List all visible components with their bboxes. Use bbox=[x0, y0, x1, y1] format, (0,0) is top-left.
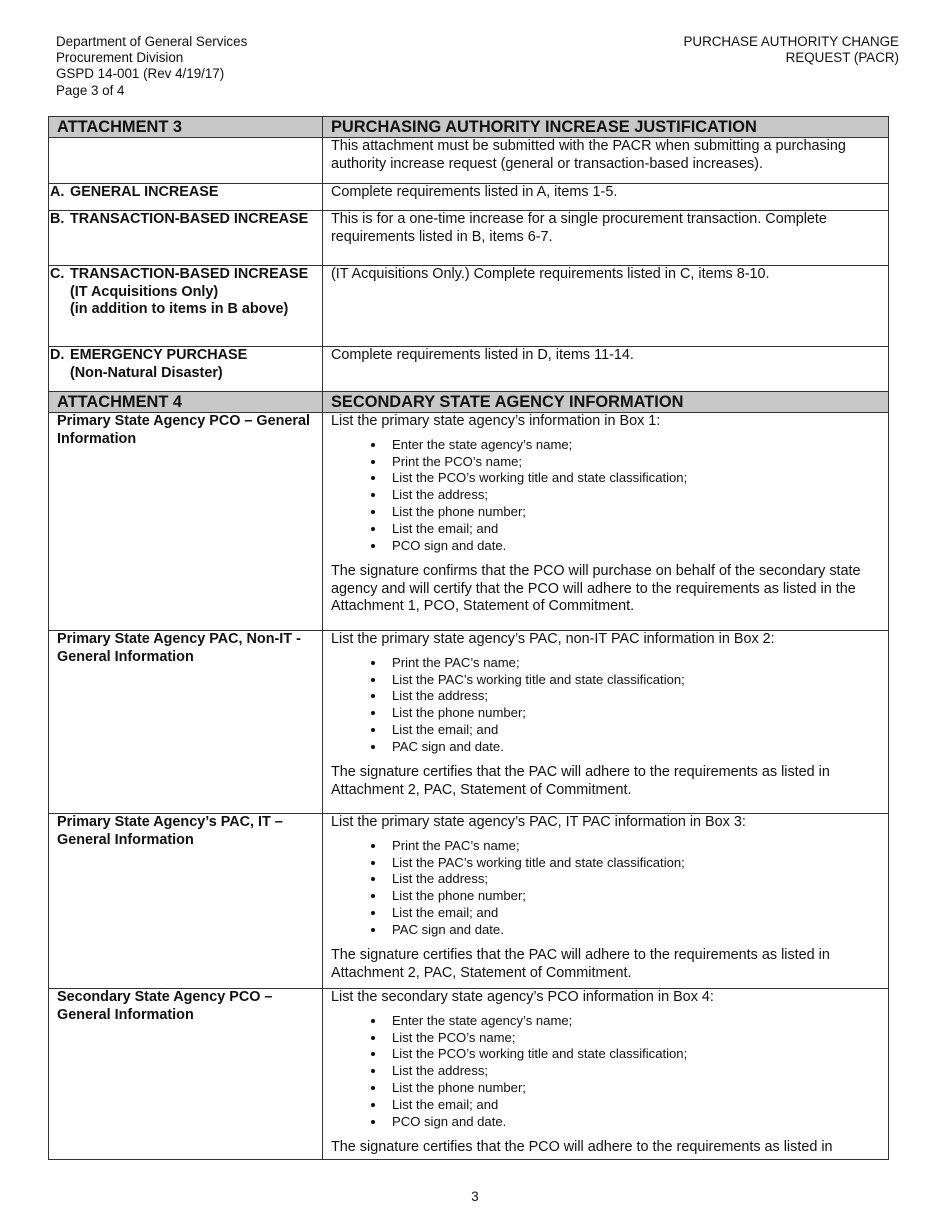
list-item: • List the phone number; bbox=[386, 504, 880, 521]
list-item: • List the PCO’s name; bbox=[386, 1030, 880, 1047]
primary-pco-intro: List the primary state agency’s information in Box 1: bbox=[331, 413, 661, 429]
row-letter: A. bbox=[50, 184, 65, 200]
list-item: • Print the PCO’s name; bbox=[386, 454, 880, 471]
emergency-purchase-desc: Complete requirements listed in D, items 11-14. bbox=[323, 347, 889, 392]
header-form-number: GSPD 14-001 (Rev 4/19/17) bbox=[56, 66, 225, 82]
list-item: • List the address; bbox=[386, 1063, 880, 1080]
attachment-4-title: SECONDARY STATE AGENCY INFORMATION bbox=[323, 392, 889, 413]
emergency-purchase-label: EMERGENCY PURCHASE bbox=[70, 347, 248, 363]
row-transaction-based-increase bbox=[49, 211, 889, 266]
primary-pco-label: Primary State Agency PCO – General Information bbox=[49, 413, 323, 631]
general-increase-desc: Complete requirements listed in A, items 1-5. bbox=[323, 184, 889, 211]
list-item: • PCO sign and date. bbox=[386, 1114, 880, 1131]
list-item: • PAC sign and date. bbox=[386, 922, 880, 939]
list-item: • List the email; and bbox=[386, 1097, 880, 1114]
primary-pac-non-it-intro: List the primary state agency’s PAC, non-IT PAC information in Box 2: bbox=[331, 631, 775, 647]
header-department: Department of General Services bbox=[56, 34, 248, 49]
attachments-table bbox=[48, 116, 889, 1160]
list-item: • List the phone number; bbox=[386, 1080, 880, 1097]
emergency-purchase-sub1: (Non-Natural Disaster) bbox=[70, 364, 223, 381]
section-primary-pac-non-it bbox=[49, 631, 889, 814]
primary-pac-it-bullet-list bbox=[331, 838, 880, 939]
section-primary-pco bbox=[49, 413, 889, 631]
row-emergency-purchase bbox=[49, 347, 889, 392]
secondary-pco-intro: List the secondary state agency’s PCO information in Box 4: bbox=[331, 989, 714, 1005]
list-item: • List the email; and bbox=[386, 521, 880, 538]
list-item: • PCO sign and date. bbox=[386, 538, 880, 555]
list-item: • Enter the state agency’s name; bbox=[386, 437, 880, 454]
primary-pac-it-label: Primary State Agency’s PAC, IT – General Information bbox=[49, 814, 323, 989]
transaction-based-it-sub1: (IT Acquisitions Only) bbox=[70, 283, 219, 300]
attachment-3-title: PURCHASING AUTHORITY INCREASE JUSTIFICATION bbox=[323, 117, 889, 138]
primary-pco-bullet-list bbox=[331, 437, 880, 555]
section-secondary-pco bbox=[49, 989, 889, 1160]
header-form-title-line1: PURCHASE AUTHORITY CHANGE bbox=[683, 34, 899, 49]
list-item: • Enter the state agency’s name; bbox=[386, 1013, 880, 1030]
list-item: • List the address; bbox=[386, 688, 880, 705]
attachment-4-header-row bbox=[49, 392, 889, 413]
list-item: • List the address; bbox=[386, 487, 880, 504]
list-item: • List the PCO’s working title and state classification; bbox=[386, 470, 880, 487]
general-increase-label: GENERAL INCREASE bbox=[70, 184, 219, 200]
section-primary-pac-it bbox=[49, 814, 889, 989]
primary-pco-signature-note: The signature confirms that the PCO will purchase on behalf of the secondary state agency and will certify that the PCO will adhere to the requirements as listed in the Attachment 1, PCO, Statement of Commitment. bbox=[331, 562, 861, 615]
secondary-pco-label: Secondary State Agency PCO – General Information bbox=[49, 989, 323, 1160]
row-letter: C. bbox=[50, 266, 65, 282]
document-header-right bbox=[683, 34, 899, 66]
list-item: • PAC sign and date. bbox=[386, 739, 880, 756]
list-item: • List the email; and bbox=[386, 905, 880, 922]
header-division: Procurement Division bbox=[56, 50, 184, 66]
list-item: • List the phone number; bbox=[386, 888, 880, 905]
row-general-increase bbox=[49, 184, 889, 211]
list-item: • List the phone number; bbox=[386, 705, 880, 722]
transaction-based-it-sub2: (in addition to items in B above) bbox=[70, 301, 289, 318]
secondary-pco-bullet-list bbox=[331, 1013, 880, 1131]
page-number: 3 bbox=[471, 1189, 479, 1204]
attachment-4-label: ATTACHMENT 4 bbox=[49, 392, 323, 413]
list-item: • List the email; and bbox=[386, 722, 880, 739]
document-header-left bbox=[56, 34, 247, 99]
transaction-based-it-label: TRANSACTION-BASED INCREASE bbox=[70, 266, 309, 282]
list-item: • List the PAC’s working title and state classification; bbox=[386, 672, 880, 689]
attachment-3-intro: This attachment must be submitted with the PACR when submitting a purchasing authority increase request (general or transaction-based increases). bbox=[323, 138, 889, 184]
transaction-based-it-desc: (IT Acquisitions Only.) Complete requirements listed in C, items 8-10. bbox=[323, 266, 889, 347]
primary-pac-it-intro: List the primary state agency’s PAC, IT PAC information in Box 3: bbox=[331, 814, 746, 830]
attachment-3-header-row bbox=[49, 117, 889, 138]
list-item: • List the PCO’s working title and state classification; bbox=[386, 1046, 880, 1063]
header-page-of: Page 3 of 4 bbox=[56, 82, 125, 98]
list-item: • List the PAC’s working title and state classification; bbox=[386, 855, 880, 872]
header-form-title-line2: REQUEST (PACR) bbox=[785, 50, 899, 66]
transaction-based-increase-desc: This is for a one-time increase for a single procurement transaction. Complete requirements listed in B, items 6-7. bbox=[323, 211, 889, 266]
secondary-pco-signature-note: The signature certifies that the PCO will adhere to the requirements as listed in bbox=[331, 1138, 833, 1155]
primary-pac-non-it-bullet-list bbox=[331, 655, 880, 756]
list-item: • List the address; bbox=[386, 871, 880, 888]
primary-pac-it-signature-note: The signature certifies that the PAC will adhere to the requirements as listed in Attachment 2, PAC, Statement of Commitment. bbox=[331, 947, 830, 981]
primary-pac-non-it-signature-note: The signature certifies that the PAC will adhere to the requirements as listed in Attachment 2, PAC, Statement of Commitment. bbox=[331, 764, 830, 798]
attachment-3-label: ATTACHMENT 3 bbox=[49, 117, 323, 138]
transaction-based-increase-label: TRANSACTION-BASED INCREASE bbox=[70, 211, 309, 227]
row-transaction-based-increase-it bbox=[49, 266, 889, 347]
row-letter: B. bbox=[50, 211, 65, 227]
list-item: • Print the PAC’s name; bbox=[386, 655, 880, 672]
list-item: • Print the PAC’s name; bbox=[386, 838, 880, 855]
primary-pac-non-it-label: Primary State Agency PAC, Non-IT - General Information bbox=[49, 631, 323, 814]
row-letter: D. bbox=[50, 347, 65, 363]
attachment-3-intro-row bbox=[49, 138, 889, 184]
